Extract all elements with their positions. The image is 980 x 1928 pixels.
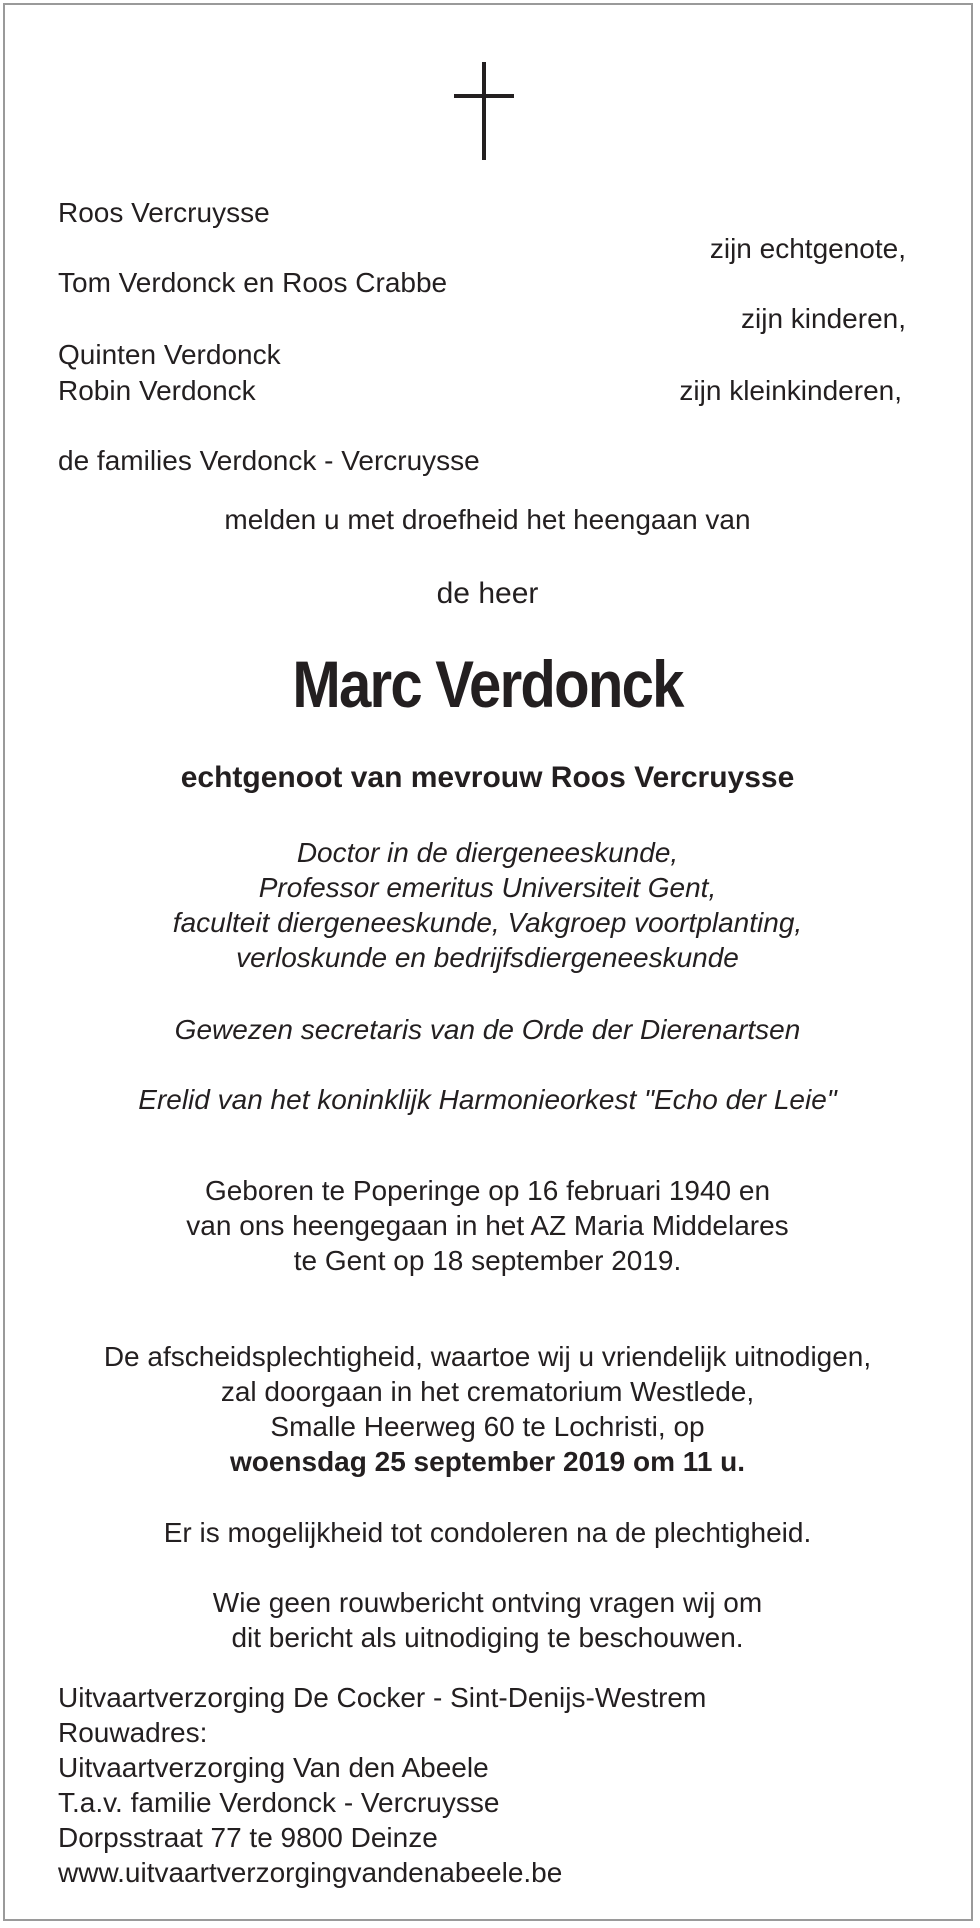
website-link[interactable]: www.uitvaartverzorgingvandenabeele.be [58,1857,563,1888]
children-role: zijn kinderen, [741,303,906,334]
grandchildren-role: zijn kleinkinderen, [679,375,902,406]
families-line: de families Verdonck - Vercruysse [58,445,480,476]
invite-line-2: dit bericht als uitnodiging te beschouwen. [231,1622,744,1653]
cross-icon [454,62,514,160]
condolence-line: Er is mogelijkheid tot condoleren na de plechtigheid. [163,1517,812,1548]
title-line: de heer [436,577,539,610]
children-names: Tom Verdonck en Roos Crabbe [58,267,448,298]
funeral-home-name: Uitvaartverzorging Van den Abeele [58,1752,489,1783]
funeral-home-line: Uitvaartverzorging De Cocker - Sint-Denijs-Westrem [58,1682,707,1713]
wife-name: Roos Vercruysse [58,197,270,228]
intro-line: melden u met droefheid het heengaan van [224,504,751,535]
secretary-line: Gewezen secretaris van de Orde der Dierenartsen [174,1014,801,1045]
birth-line: Geboren te Poperinge op 16 februari 1940 en [204,1175,771,1206]
career-line-3: faculteit diergeneeskunde, Vakgroep voortplanting, [172,907,803,938]
death-line: van ons heengegaan in het AZ Maria Middelares [186,1210,789,1241]
street-line: Dorpsstraat 77 te 9800 Deinze [58,1822,438,1853]
address-label: Rouwadres: [58,1717,208,1748]
honorary-line: Erelid van het koninklijk Harmonieorkest "Echo der Leie" [138,1084,837,1115]
career-line-4: verloskunde en bedrijfsdiergeneeskunde [236,942,739,973]
career-line-1: Doctor in de diergeneeskunde, [296,837,679,868]
grandchild-1: Quinten Verdonck [58,339,281,370]
ceremony-line-1: De afscheidsplechtigheid, waartoe wij u vriendelijk uitnodigen, [103,1341,872,1372]
spouse-line: echtgenoot van mevrouw Roos Vercruysse [180,761,795,794]
deceased-name: Marc Verdonck [292,647,683,721]
grandchild-2: Robin Verdonck [58,375,256,406]
ceremony-line-2: zal doorgaan in het crematorium Westlede, [220,1376,755,1407]
ceremony-line-3: Smalle Heerweg 60 te Lochristi, op [270,1411,705,1442]
attention-line: T.a.v. familie Verdonck - Vercruysse [58,1787,500,1818]
wife-role: zijn echtgenote, [709,233,906,264]
career-line-2: Professor emeritus Universiteit Gent, [258,872,717,903]
invite-line-1: Wie geen rouwbericht ontving vragen wij om [212,1587,763,1618]
death-place-line: te Gent op 18 september 2019. [293,1245,682,1276]
ceremony-date: woensdag 25 september 2019 om 11 u. [229,1446,746,1477]
